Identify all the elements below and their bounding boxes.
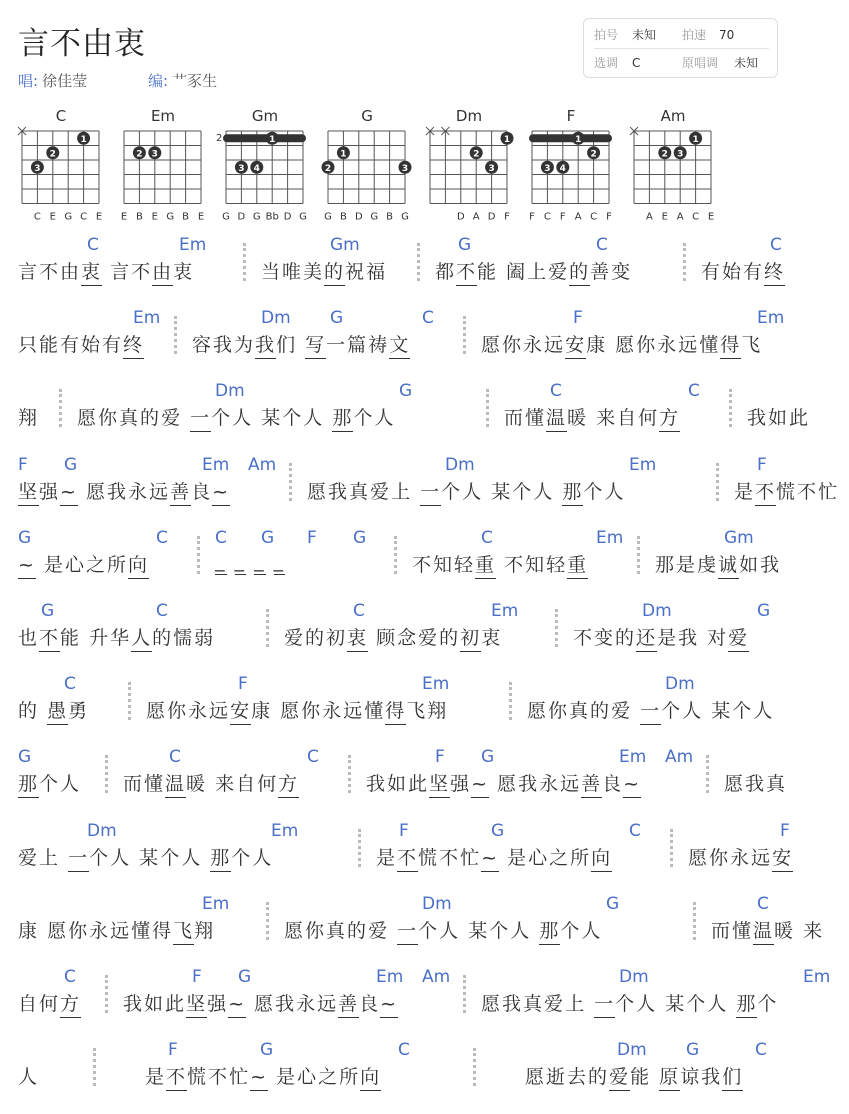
lyric-line [0, 308, 796, 370]
chord-grid [104, 125, 205, 223]
lyric-segment [747, 381, 816, 443]
lyric-segment [435, 235, 665, 297]
lyric-segment [18, 747, 87, 809]
lyric-segment [734, 455, 849, 517]
lyric-segment [18, 235, 225, 297]
svg-text:A: A [574, 211, 582, 223]
chord-label[interactable]: G [261, 527, 275, 548]
lyric-text: 我如此 [747, 407, 811, 430]
chord-label[interactable]: G [18, 527, 32, 548]
lyric-segment [18, 894, 248, 956]
svg-text:F: F [559, 211, 566, 223]
lyric-segment [284, 601, 537, 663]
lyric-segment [481, 308, 803, 370]
lyric-text: 而懂温暖 来自何方 [504, 403, 680, 430]
chord-label[interactable]: Em [271, 820, 299, 841]
chord-label[interactable]: F [573, 308, 583, 329]
chord-label[interactable]: Dm [665, 674, 695, 695]
fret-number: 2 [216, 133, 223, 144]
chord-name: Dm [455, 107, 483, 125]
lyric-segment [376, 821, 652, 883]
lyric-text: 那是虔诚如我 [655, 550, 781, 577]
chord-label[interactable]: G [64, 454, 78, 475]
chord-name: C [55, 107, 67, 125]
bar-divider [174, 316, 177, 354]
lyric-segment [701, 235, 793, 297]
chord-label[interactable]: F [780, 820, 790, 841]
bar-divider [197, 536, 200, 574]
svg-text:C: C [590, 211, 598, 223]
chord-label[interactable]: F [18, 454, 28, 475]
song-info-box: 拍号 未知 拍速 70 选调 C 原唱调 未知 [583, 18, 778, 78]
svg-text:G: G [324, 211, 332, 223]
svg-text:3: 3 [677, 149, 684, 160]
chord-label[interactable]: G [353, 527, 367, 548]
chord-label[interactable]: G [18, 747, 32, 768]
chord-label[interactable]: Em [757, 308, 785, 329]
lyric-line [0, 454, 840, 517]
composer-info: 编: 艹豕生 [148, 72, 218, 90]
chord-label[interactable]: F [757, 454, 767, 475]
bar-divider [358, 829, 361, 867]
lyric-line [0, 1040, 796, 1102]
lyric-text: 愿你真的爱 一个人 某个人 那个人 [284, 916, 602, 943]
svg-text:C: C [692, 211, 700, 223]
svg-text:D: D [283, 211, 292, 223]
bar-divider [59, 389, 62, 427]
chord-label[interactable]: Dm [445, 454, 475, 475]
bar-divider [706, 755, 709, 793]
lyric-segment [527, 674, 826, 736]
chord-diagram-f[interactable] [512, 107, 612, 223]
lyric-text: _ _ _ _ [215, 550, 285, 572]
lyric-line [0, 601, 796, 663]
lyric-text: 爱的初衷 顾念爱的初衷 [284, 623, 502, 650]
svg-text:A: A [645, 211, 653, 223]
key-value[interactable]: C [632, 56, 641, 70]
chord-grid [512, 125, 612, 223]
svg-text:D: D [237, 211, 246, 223]
chord-label[interactable]: Dm [422, 893, 452, 914]
lyric-segment [123, 967, 451, 1029]
chord-grid [308, 125, 409, 223]
singer-name: 徐佳莹 [42, 72, 88, 90]
chord-diagram-c[interactable] [2, 107, 103, 223]
chord-label[interactable]: Em [179, 235, 207, 255]
lyric-line [0, 747, 796, 809]
chord-label[interactable]: Dm [261, 308, 291, 329]
lyric-segment [481, 967, 849, 1029]
lyric-text: 不知轻重 不知轻重 [412, 550, 588, 577]
chord-name: Em [150, 107, 176, 125]
chord-label[interactable]: G [399, 381, 413, 402]
chord-diagram-g[interactable] [308, 107, 409, 223]
lyric-text: 愿逝去的爱能 原谅我们 [525, 1062, 743, 1089]
chord-label[interactable]: F [238, 674, 248, 695]
lyric-text: 我如此坚强~ 愿我永远善良~ [123, 989, 398, 1016]
lyric-segment [307, 455, 698, 517]
lyric-text: 不变的还是我 对爱 [573, 623, 749, 650]
chord-label[interactable]: Em [629, 454, 657, 475]
chord-label[interactable]: Dm [619, 967, 649, 987]
svg-text:D: D [456, 211, 465, 223]
lyric-text: ~ 是心之所向 [18, 550, 149, 577]
chord-label[interactable]: G [238, 967, 252, 987]
chord-grid [206, 125, 307, 223]
lyric-text: 是不慌不忙~ 是心之所向 [145, 1062, 381, 1089]
chord-label[interactable]: C [398, 1040, 410, 1061]
bar-divider [105, 755, 108, 793]
svg-text:D: D [487, 211, 496, 223]
lyric-text: 也不能 升华人的懦弱 [18, 623, 215, 650]
lyric-text: 愿我真 [724, 773, 788, 796]
bar-divider [394, 536, 397, 574]
chord-label[interactable]: G [41, 601, 55, 621]
chord-label[interactable]: Dm [87, 820, 117, 841]
lyric-segment [146, 674, 491, 736]
chord-label[interactable]: C [770, 235, 782, 255]
bar-divider [266, 902, 269, 940]
chord-label[interactable]: G [458, 235, 472, 255]
song-title: 言不由衷 [18, 26, 146, 62]
chord-label[interactable]: C [629, 820, 641, 841]
svg-text:1: 1 [269, 134, 276, 145]
orig-key-value[interactable]: 未知 [734, 56, 759, 70]
lyric-segment [123, 747, 330, 809]
chord-label[interactable]: C [353, 601, 365, 621]
lyric-segment [724, 747, 793, 809]
bar-divider [348, 755, 351, 793]
lyric-text: 康 愿你永远懂得飞翔 [18, 916, 215, 943]
lyric-segment [18, 821, 340, 883]
svg-text:4: 4 [559, 163, 566, 174]
chord-label[interactable]: Em [619, 747, 647, 768]
lyric-segment [284, 894, 675, 956]
bar-divider [473, 1048, 476, 1086]
chord-diagram-em[interactable] [104, 107, 205, 223]
chord-label[interactable]: G [260, 1040, 274, 1061]
chord-grid [614, 125, 715, 223]
chord-label[interactable]: G [481, 747, 495, 768]
lyric-segment [18, 381, 41, 443]
lyric-text: 是不慌不忙 [734, 477, 839, 504]
chord-label[interactable]: C [64, 674, 76, 695]
svg-text:3: 3 [238, 163, 245, 174]
tempo-value[interactable]: 70 [719, 28, 735, 42]
lyric-text: 那个人 [18, 769, 81, 796]
lyric-segment [504, 381, 711, 443]
svg-text:3: 3 [488, 163, 495, 174]
bar-divider [463, 316, 466, 354]
chord-label[interactable]: Am [248, 454, 277, 475]
svg-text:Bb: Bb [265, 211, 279, 223]
lyric-segment [573, 601, 780, 663]
lyric-text: 都不能 阖上爱的善变 [435, 257, 632, 284]
bar-divider [509, 682, 512, 720]
lyric-segment [18, 528, 179, 590]
chord-label[interactable]: Gm [330, 235, 360, 255]
chord-label[interactable]: F [399, 820, 409, 841]
svg-text:G: G [222, 211, 230, 223]
svg-text:G: G [64, 211, 73, 223]
chord-label[interactable]: F [192, 967, 202, 987]
svg-text:3: 3 [401, 163, 409, 174]
lyric-text: 愿你永远安 [688, 843, 793, 870]
svg-text:3: 3 [151, 149, 158, 160]
bar-divider [486, 389, 489, 427]
chord-label[interactable]: Em [422, 674, 450, 695]
bar-divider [670, 829, 673, 867]
lyric-segment [215, 528, 376, 590]
bar-divider [716, 463, 719, 501]
chord-label[interactable]: Em [202, 454, 230, 475]
chord-name: F [566, 107, 576, 125]
chord-label[interactable]: C [688, 381, 700, 402]
lyric-segment [18, 674, 110, 736]
chord-label[interactable]: Em [596, 527, 624, 548]
chord-label[interactable]: Em [491, 601, 519, 621]
svg-text:2: 2 [590, 149, 597, 160]
lyric-segment [366, 747, 694, 809]
chord-label[interactable]: C [64, 967, 76, 987]
lyric-text: 有始有终 [701, 257, 785, 284]
svg-text:C: C [80, 211, 88, 223]
svg-text:1: 1 [340, 149, 347, 160]
chord-label[interactable]: Dm [215, 381, 245, 402]
svg-text:G: G [166, 211, 175, 223]
lyric-line [0, 381, 811, 443]
svg-text:B: B [339, 211, 347, 223]
svg-text:G: G [299, 211, 307, 223]
chord-label[interactable]: Em [376, 967, 404, 987]
chord-label[interactable]: Gm [724, 527, 754, 548]
bar-divider [637, 536, 640, 574]
svg-text:F: F [529, 211, 535, 223]
lyric-text: 言不由衷 言不由衷 [18, 257, 194, 284]
lyric-text: 愿我真爱上 一个人 某个人 那个人 [307, 477, 625, 504]
svg-text:E: E [120, 211, 128, 223]
lyric-line [0, 674, 796, 736]
composer-name: 艹豕生 [172, 72, 218, 90]
lyric-segment [261, 235, 399, 297]
svg-text:A: A [676, 211, 684, 223]
lyric-text: 只能有始有终 [18, 330, 144, 357]
chord-diagram-dm[interactable] [410, 107, 511, 223]
chord-label[interactable]: Am [665, 747, 694, 768]
lyric-line [0, 821, 796, 883]
bar-divider [729, 389, 732, 427]
svg-text:E: E [95, 211, 103, 223]
chord-label[interactable]: C [596, 235, 608, 255]
lyric-segment [412, 527, 624, 590]
chord-label[interactable]: C [169, 747, 181, 768]
chord-label[interactable]: F [307, 527, 317, 548]
chord-label[interactable]: C [481, 527, 493, 548]
chord-label[interactable]: Em [803, 967, 831, 987]
lyric-text: 坚强~ 愿我永远善良~ [18, 477, 230, 504]
lyric-text: 爱上 一个人 某个人 那个人 [18, 843, 273, 870]
svg-text:F: F [606, 211, 612, 223]
lyric-text: 愿你真的爱 一个人 某个人 那个人 [77, 403, 395, 430]
chord-label[interactable]: Am [422, 967, 451, 987]
svg-text:4: 4 [253, 163, 260, 174]
svg-text:B: B [135, 211, 143, 223]
chord-label[interactable]: C [156, 601, 168, 621]
chord-label[interactable]: G [491, 820, 505, 841]
lyric-segment [18, 967, 87, 1029]
singer-info: 唱: 徐佳莹 [18, 72, 88, 90]
chord-grid [410, 125, 511, 223]
chord-name: Am [660, 107, 686, 125]
svg-text:A: A [472, 211, 480, 223]
chord-label[interactable]: Dm [642, 601, 672, 621]
svg-text:E: E [151, 211, 158, 223]
svg-text:3: 3 [544, 163, 551, 174]
chord-label[interactable]: G [757, 601, 771, 621]
svg-text:2: 2 [136, 149, 143, 160]
lyric-segment [18, 1040, 41, 1102]
chord-label[interactable]: G [330, 308, 344, 329]
svg-text:G: G [252, 211, 261, 223]
bar-divider [128, 682, 131, 720]
chord-label[interactable]: C [550, 381, 562, 402]
bar-divider [683, 243, 686, 281]
lyric-text: 愿你永远安康 愿你永远懂得飞 [481, 330, 762, 357]
svg-text:E: E [661, 211, 668, 223]
svg-text:2: 2 [324, 163, 332, 174]
lyric-text: 当唯美的祝福 [261, 257, 387, 284]
chord-label[interactable]: C [215, 527, 227, 548]
svg-text:F: F [504, 211, 510, 223]
lyric-segment [77, 381, 468, 443]
beat-value[interactable]: 未知 [632, 28, 657, 42]
svg-text:2: 2 [473, 149, 480, 160]
svg-text:2: 2 [49, 149, 56, 160]
svg-text:G: G [401, 211, 409, 223]
svg-text:1: 1 [503, 134, 511, 145]
chord-label[interactable]: G [686, 1040, 700, 1061]
lyric-segment [711, 894, 849, 956]
svg-text:C: C [543, 211, 551, 223]
chord-label[interactable]: G [606, 893, 620, 914]
bar-divider [463, 975, 466, 1013]
chord-label[interactable]: Em [133, 308, 161, 329]
bar-divider [289, 463, 292, 501]
bar-divider [266, 609, 269, 647]
bar-divider [105, 975, 108, 1013]
lyric-text: 自何方 [18, 989, 81, 1016]
chord-label[interactable]: C [87, 235, 99, 255]
chord-label[interactable]: C [755, 1040, 767, 1061]
lyric-text: 愿你永远安康 愿你永远懂得飞翔 [146, 696, 448, 723]
lyric-text: 愿你真的爱 一个人 某个人 [527, 696, 774, 723]
lyric-text: 愿我真爱上 一个人 某个人 那个 [481, 989, 778, 1016]
lyric-segment [192, 308, 445, 370]
svg-text:D: D [354, 211, 363, 223]
lyric-text: 的 愚勇 [18, 696, 89, 723]
lyric-text: 人 [18, 1066, 40, 1089]
chord-label[interactable]: C [307, 747, 319, 768]
svg-text:E: E [197, 211, 205, 223]
lyric-line [0, 235, 796, 297]
svg-text:1: 1 [692, 134, 699, 145]
lyric-segment [18, 454, 277, 517]
lyric-text: 是不慌不忙~ 是心之所向 [376, 843, 612, 870]
bar-divider [243, 243, 246, 281]
chord-label[interactable]: Dm [617, 1040, 647, 1061]
svg-text:1: 1 [80, 134, 87, 145]
svg-text:1: 1 [575, 134, 582, 145]
chord-grid [2, 125, 103, 223]
chord-diagram-gm[interactable] [206, 107, 307, 223]
svg-text:B: B [182, 211, 190, 223]
svg-text:E: E [49, 211, 56, 223]
chord-label[interactable]: C [422, 308, 434, 329]
bar-divider [417, 243, 420, 281]
chord-diagram-am[interactable] [614, 107, 715, 223]
bar-divider [555, 609, 558, 647]
lyric-segment [655, 528, 793, 590]
chord-label[interactable]: C [757, 893, 769, 914]
lyric-text: 我如此坚强~ 愿我永远善良~ [366, 769, 641, 796]
lyric-line [0, 893, 825, 956]
chord-label[interactable]: C [156, 527, 168, 548]
chord-name: G [361, 107, 373, 125]
lyric-segment [688, 821, 803, 883]
chord-name: Gm [251, 107, 279, 125]
svg-text:3: 3 [34, 163, 41, 174]
lyric-text: 而懂温暖 来 [711, 916, 824, 943]
lyric-line [0, 528, 796, 590]
svg-text:G: G [370, 211, 379, 223]
bar-divider [93, 1048, 96, 1086]
lyric-segment [145, 1040, 421, 1102]
lyric-segment [18, 601, 248, 663]
chord-label[interactable]: Em [202, 893, 230, 914]
svg-text:B: B [386, 211, 394, 223]
chord-label[interactable]: F [435, 747, 445, 768]
svg-text:C: C [33, 211, 41, 223]
lyric-segment [525, 1040, 778, 1102]
lyric-text: 而懂温暖 来自何方 [123, 769, 299, 796]
chord-label[interactable]: F [168, 1040, 178, 1061]
bar-divider [693, 902, 696, 940]
svg-text:E: E [707, 211, 715, 223]
lyric-line [0, 967, 831, 1029]
svg-text:2: 2 [661, 149, 668, 160]
lyric-text: 容我为我们 写一篇祷文 [192, 330, 410, 357]
lyric-text: 翔 [18, 407, 40, 430]
lyric-segment [18, 308, 161, 370]
